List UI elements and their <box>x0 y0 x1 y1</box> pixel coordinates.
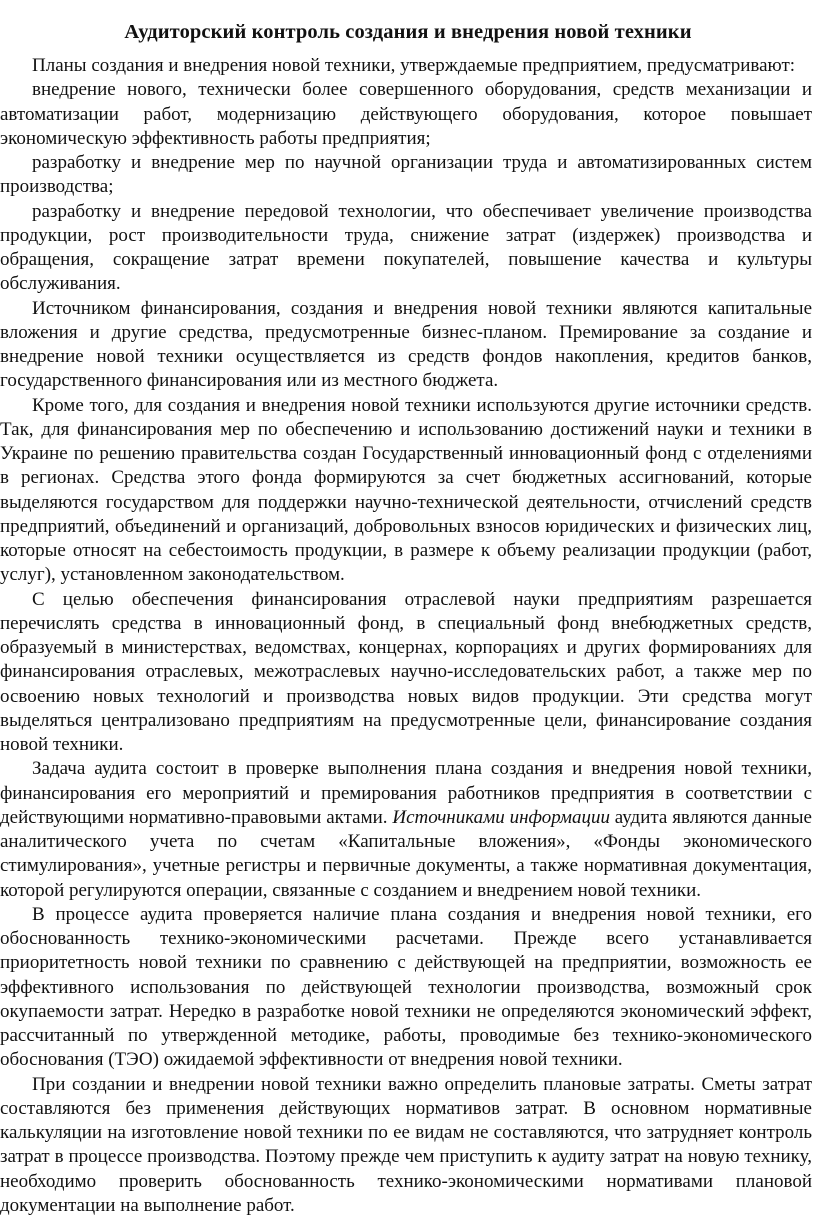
page-title: Аудиторский контроль создания и внедрения новой техники <box>124 21 692 43</box>
paragraph-technology: разработку и внедрение передовой технологии, что обеспечивает увеличение производства продукции, рост производительности труда, снижение затрат (издержек) производства и обращения, сокращение затрат времени покупателей, повышение качества и культуры обслуживания. <box>0 200 812 295</box>
paragraph-financing-sources: Источником финансирования, создания и внедрения новой техники являются капитальные вложения и другие средства, предусмотренные бизнес-планом. Премирование за создание и внедрение новой техники осуществляется из средств фондов накопления, кредитов банков, государственного финансирования или из местного бюджета. <box>0 297 812 392</box>
paragraph-planned-costs: При создании и внедрении новой техники важно определить плановые затраты. Сметы затрат составляются без применения действующих нормативов затрат. В основном нормативные калькуляции на изготовление новой техники по ее видам не составляются, что затрудняет контроль затрат в процессе производства. Поэтому прежде чем приступить к аудиту затрат на новую технику, необходимо проверить обоснованность технико-экономическими нормативами плановой документации на выполнение работ. <box>0 1073 812 1216</box>
paragraph-labor-organization: разработку и внедрение мер по научной организации труда и автоматизированных систем производства; <box>0 152 812 198</box>
audit-task-text: Задача аудита состоит в проверке выполнения плана создания и внедрения новой техники, финансирования его мероприятий и премирования работников предприятия в соответствии с действующими нормативно-правовыми актами. <box>0 758 812 828</box>
document-body <box>0 54 812 1218</box>
paragraph-innovation-fund: Кроме того, для создания и внедрения новой техники используются другие источники средств. Так, для финансирования мер по обеспечению и использованию достижений науки и техники в Украине по решению правительства создан Государственный инновационный фонд с отделениями в регионах. Средства этого фонда формируются за счет бюджетных ассигнований, которые выделяются государством для поддержки научно-технической деятельности, отчислений средств предприятий, объединений и организаций, добровольных взносов юридических и физических лиц, которые относят на себестоимость продукции, в размере к объему реализации продукции (работ, услуг), установленном законодательством. <box>0 394 812 586</box>
audit-sources-text: аудита являются данные аналитического учета по счетам «Капитальные вложения», «Фонды экономического стимулирования», учетные регистры и первичные документы, а также нормативная документация, которой регулируются операции, связанные с созданием и внедрением новой техники. <box>0 806 812 901</box>
paragraph-industry-science: С целью обеспечения финансирования отраслевой науки предприятиям разрешается перечислять средства в инновационный фонд, в специальный фонд внебюджетных средств, образуемый в министерствах, ведомствах, концернах, корпорациях и других формированиях для финансирования отраслевых, межотраслевых научно-исследовательских работ, а также мер по освоению новых технологий и производства новых видов продукции. Эти средства могут выделяться централизовано предприятиям на предусмотренные цели, финансирование создания новой техники. <box>0 588 812 755</box>
paragraph-audit-task <box>0 757 812 903</box>
paragraph-plans-intro: Планы создания и внедрения новой техники, утверждаемые предприятием, предусматривают: <box>32 55 796 76</box>
information-sources-emphasis: Источниками информации <box>392 806 610 828</box>
paragraph-equipment: внедрение нового, технически более совершенного оборудования, средств механизации и автоматизации работ, модернизацию действующего оборудования, которое повышает экономическую эффективность работы предприятия; <box>0 79 812 149</box>
paragraph-audit-process: В процессе аудита проверяется наличие плана создания и внедрения новой техники, его обоснованность технико-экономическими расчетами. Прежде всего устанавливается приоритетность новой техники по сравнению с действующей на предприятии, возможность ее эффективного использования по действующей технологии производства, возможный срок окупаемости затрат. Нередко в разработке новой техники не определяются экономический эффект, рассчитанный по утвержденной методике, работы, проводимые без технико-экономического обоснования (ТЭО) ожидаемой эффективности от внедрения новой техники. <box>0 903 812 1071</box>
